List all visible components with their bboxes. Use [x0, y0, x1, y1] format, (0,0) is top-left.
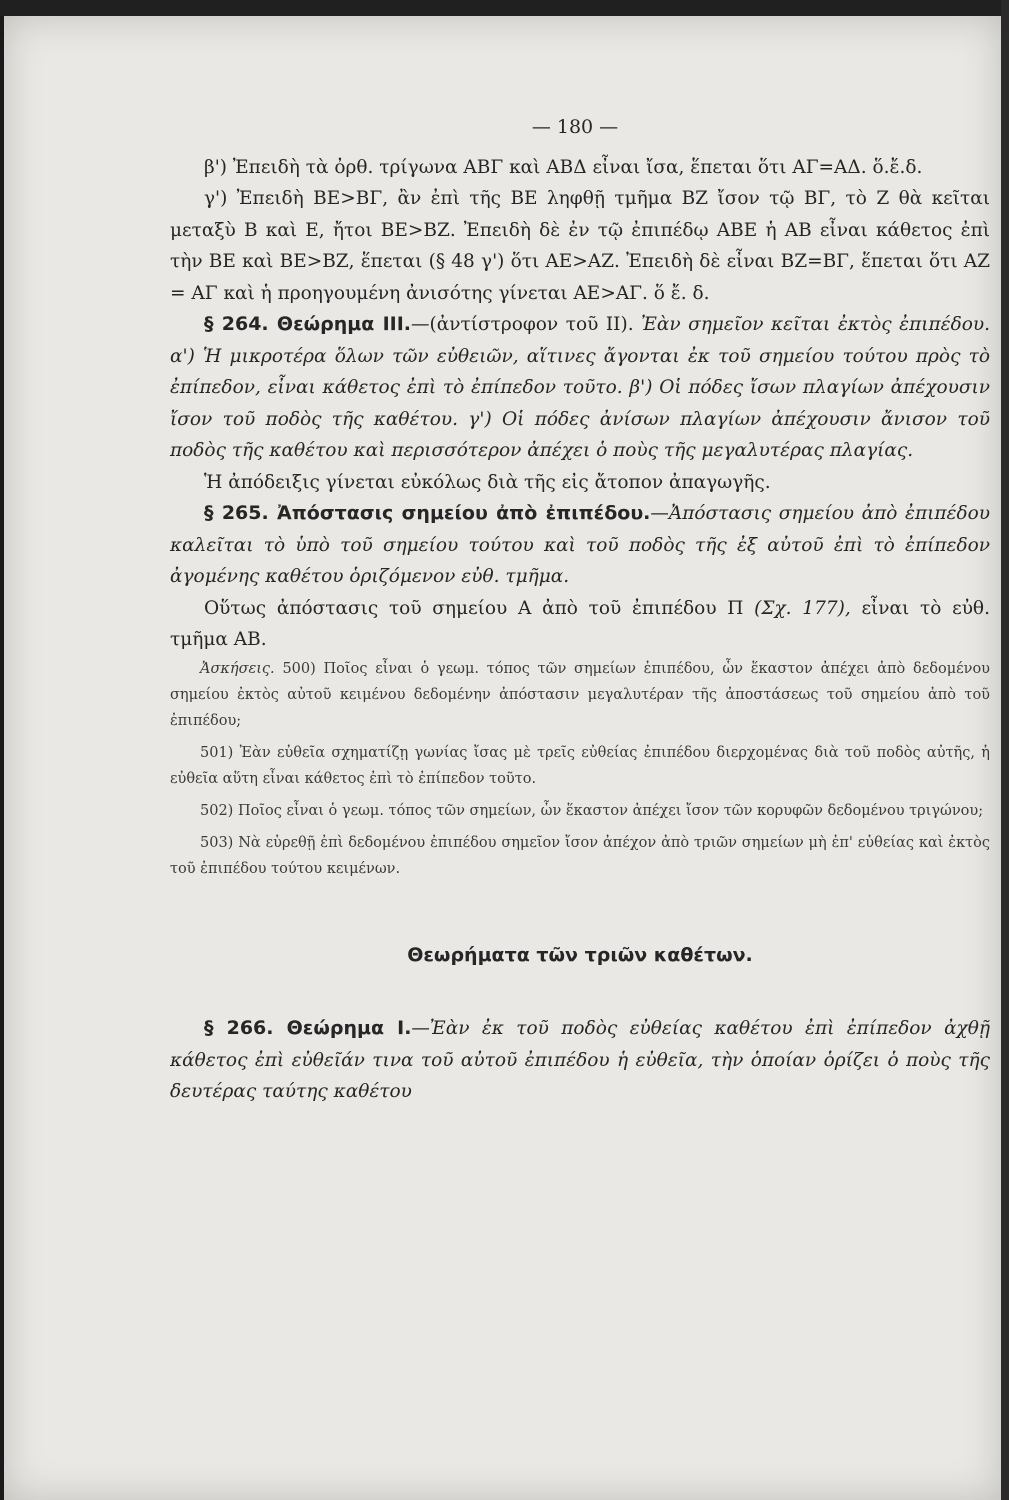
exercise-500 [170, 656, 990, 734]
chapter-heading: Θεωρήματα τῶν τριῶν καθέτων. [407, 943, 753, 966]
paragraph-beta: β') Ἐπειδὴ τὰ ὀρθ. τρίγωνα ΑΒΓ καὶ ΑΒΔ εἶναι ἴσα, ἕπεται ὅτι ΑΓ=ΑΔ. ὅ.ἔ.δ. [204, 156, 923, 178]
distance-example-end: εἶναι τὸ εὐθ. τμῆμα ΑΒ. [170, 597, 990, 650]
page-text [170, 112, 990, 1108]
section-265 [170, 498, 990, 593]
section-266-body: —Ἐὰν ἐκ τοῦ ποδὸς εὐθείας καθέτου ἐπὶ ἐπίπεδον ἀχθῇ κάθετος ἐπὶ εὐθεῖάν τινα τοῦ αὐτοῦ ἐπιπέδου ἡ εὐθεῖα, τὴν ὁποίαν ὁρίζει ὁ ποὺς τῆς δευτέρας ταύτης καθέτου [170, 1018, 990, 1102]
section-264-title: § 264. Θεώρημα ΙΙΙ. [204, 313, 412, 335]
section-264 [170, 309, 990, 467]
exercise-503: 503) Νὰ εὑρεθῇ ἐπὶ δεδομένου ἐπιπέδου σημεῖον ἴσον ἀπέχον ἀπὸ τριῶν σημείων μὴ ἐπ' εὐθείας καὶ ἐκτὸς τοῦ ἐπιπέδου τούτου κειμένων. [170, 834, 990, 877]
scan-top-border [0, 0, 1009, 16]
figure-reference: (Σχ. 177), [754, 597, 851, 619]
exercise-502: 502) Ποῖος εἶναι ὁ γεωμ. τόπος τῶν σημείων, ὧν ἕκαστον ἀπέχει ἴσον τῶν κορυφῶν δεδομένου τριγώνου; [200, 802, 984, 819]
exercise-501: 501) Ἐὰν εὐθεῖα σχηματίζῃ γωνίας ἴσας μὲ τρεῖς εὐθείας ἐπιπέδου διερχομένας διὰ τοῦ ποδὸς αὐτῆς, ἡ εὐθεῖα αὕτη εἶναι κάθετος ἐπὶ τὸ ἐπίπεδον τοῦτο. [170, 744, 990, 787]
scan-right-border [1001, 0, 1009, 1500]
proof-note: Ἡ ἀπόδειξις γίνεται εὐκόλως διὰ τῆς εἰς ἄτοπον ἀπαγωγῆς. [204, 471, 771, 493]
exercises-label: Ἀσκήσεις. [200, 660, 275, 677]
section-266 [170, 1013, 990, 1108]
paragraph-gamma: γ') Ἐπειδὴ ΒΕ>ΒΓ, ἂν ἐπὶ τῆς ΒΕ ληφθῇ τμῆμα ΒΖ ἴσον τῷ ΒΓ, τὸ Ζ θὰ κεῖται μεταξὺ Β καὶ Ε, ἤτοι ΒΕ>ΒΖ. Ἐπειδὴ δὲ ἐν τῷ ἐπιπέδῳ ΑΒΕ ἡ ΑΒ εἶναι κάθετος ἐπὶ τὴν ΒΕ καὶ ΒΕ>ΒΖ, ἕπεται (§ 48 γ') ὅτι ΑΕ>ΑΖ. Ἐπειδὴ δὲ εἶναι ΒΖ=ΒΓ, ἕπεται ὅτι ΑΖ = ΑΓ καὶ ἡ προηγουμένη ἀνισότης γίνεται ΑΕ>ΑΓ. ὅ ἔ. δ. [170, 188, 990, 304]
page-number: — 180 — [531, 116, 619, 138]
section-264-body: Ἐὰν σημεῖον κεῖται ἐκτὸς ἐπιπέδου. α') Ἡ μικροτέρα ὅλων τῶν εὐθειῶν, αἵτινες ἄγονται ἐκ τοῦ σημείου τούτου πρὸς τὸ ἐπίπεδον, εἶναι κάθετος ἐπὶ τὸ ἐπίπεδον τοῦτο. β') Οἱ πόδες ἴσων πλαγίων ἀπέχουσιν ἴσον τοῦ ποδὸς τῆς καθέτου. γ') Οἱ πόδες ἀνίσων πλαγίων ἀπέχουσιν ἄνισον τοῦ ποδὸς τῆς καθέτου καὶ περισσότερον ἀπέχει ὁ ποὺς τῆς μεγαλυτέρας πλαγίας. [170, 314, 990, 461]
section-265-title: § 265. Ἀπόστασις σημείου ἀπὸ ἐπιπέδου. [204, 502, 651, 524]
distance-example [170, 593, 990, 656]
distance-example-text: Οὕτως ἀπόστασις τοῦ σημείου Α ἀπὸ τοῦ ἐπιπέδου Π [204, 597, 744, 619]
section-264-note: —(ἀντίστροφον τοῦ ΙΙ). [411, 314, 634, 335]
section-266-title: § 266. Θεώρημα Ι. [204, 1017, 412, 1039]
exercise-500-text: 500) Ποῖος εἶναι ὁ γεωμ. τόπος τῶν σημείων ἐπιπέδου, ὧν ἕκαστον ἀπέχει ἀπὸ δεδομένου σημείου ἐκτὸς αὐτοῦ κειμένου δεδομένην ἀπόστασιν μεγαλυτέραν τῆς ἀποστάσεως τοῦ σημείου ἀπὸ τοῦ ἐπιπέδου; [170, 660, 991, 729]
exercises [170, 656, 990, 882]
section-265-body: —Ἀπόστασις σημείου ἀπὸ ἐπιπέδου καλεῖται τὸ ὑπὸ τοῦ σημείου τούτου καὶ τοῦ ποδὸς τῆς ἐξ αὐτοῦ ἐπὶ τὸ ἐπίπεδον ἀγομένης καθέτου ὁριζόμενον εὐθ. τμῆμα. [170, 503, 990, 587]
